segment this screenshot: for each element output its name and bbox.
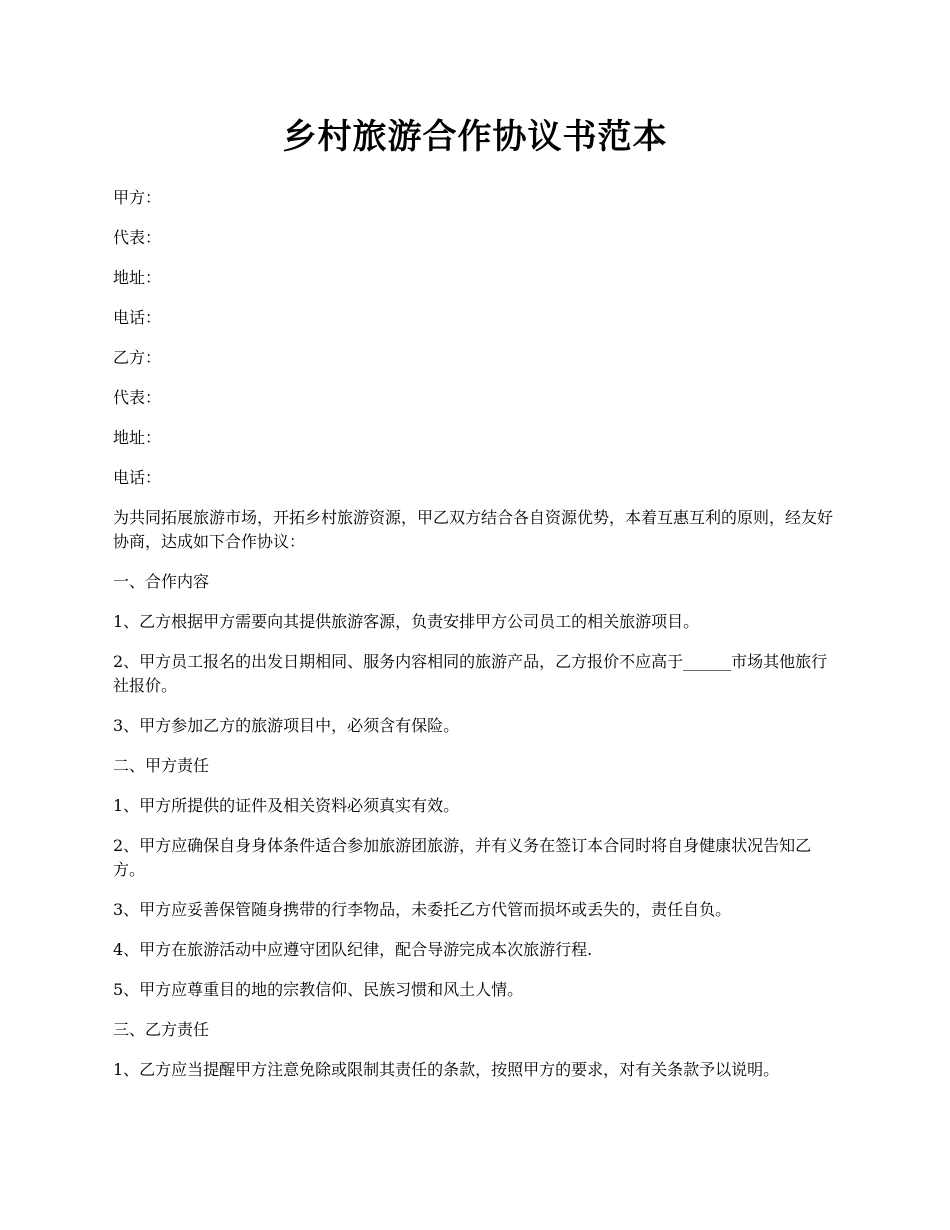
clause-item: 4、甲方在旅游活动中应遵守团队纪律，配合导游完成本次旅游行程. xyxy=(113,940,593,959)
party-a-representative-field: 代表： xyxy=(113,228,162,247)
section-heading-party-a-duties: 二、甲方责任 xyxy=(113,756,210,775)
document-title: 乡村旅游合作协议书范本 xyxy=(282,117,668,157)
party-b-address-field: 地址： xyxy=(113,428,162,447)
clause-item: 5、甲方应尊重目的地的宗教信仰、民族习惯和风土人情。 xyxy=(113,980,524,999)
intro-paragraph: 为共同拓展旅游市场，开拓乡村旅游资源，甲乙双方结合各自资源优势，本着互惠互利的原则，经友好协商，达成如下合作协议： xyxy=(113,508,834,551)
section-heading-cooperation: 一、合作内容 xyxy=(113,572,210,591)
party-a-phone-field: 电话： xyxy=(113,308,162,327)
party-b-name-field: 乙方： xyxy=(113,348,162,367)
party-b-phone-field: 电话： xyxy=(113,468,162,487)
clause-item: 1、乙方根据甲方需要向其提供旅游客源，负责安排甲方公司员工的相关旅游项目。 xyxy=(113,612,700,631)
clause-item: 3、甲方应妥善保管随身携带的行李物品，未委托乙方代管而损坏或丢失的，责任自负。 xyxy=(113,900,732,919)
clause-item: 1、甲方所提供的证件及相关资料必须真实有效。 xyxy=(113,796,460,815)
clause-item: 3、甲方参加乙方的旅游项目中，必须含有保险。 xyxy=(113,716,460,735)
clause-item: 1、乙方应当提醒甲方注意免除或限制其责任的条款，按照甲方的要求，对有关条款予以说明。 xyxy=(113,1060,780,1079)
section-heading-party-b-duties: 三、乙方责任 xyxy=(113,1020,210,1039)
clause-item: 2、甲方员工报名的出发日期相同、服务内容相同的旅游产品，乙方报价不应高于______市场其他旅行社报价。 xyxy=(113,652,828,695)
party-a-address-field: 地址： xyxy=(113,268,162,287)
party-a-name-field: 甲方： xyxy=(113,188,162,207)
party-b-representative-field: 代表： xyxy=(113,388,162,407)
clause-item: 2、甲方应确保自身身体条件适合参加旅游团旅游，并有义务在签订本合同时将自身健康状况告知乙方。 xyxy=(113,836,812,879)
